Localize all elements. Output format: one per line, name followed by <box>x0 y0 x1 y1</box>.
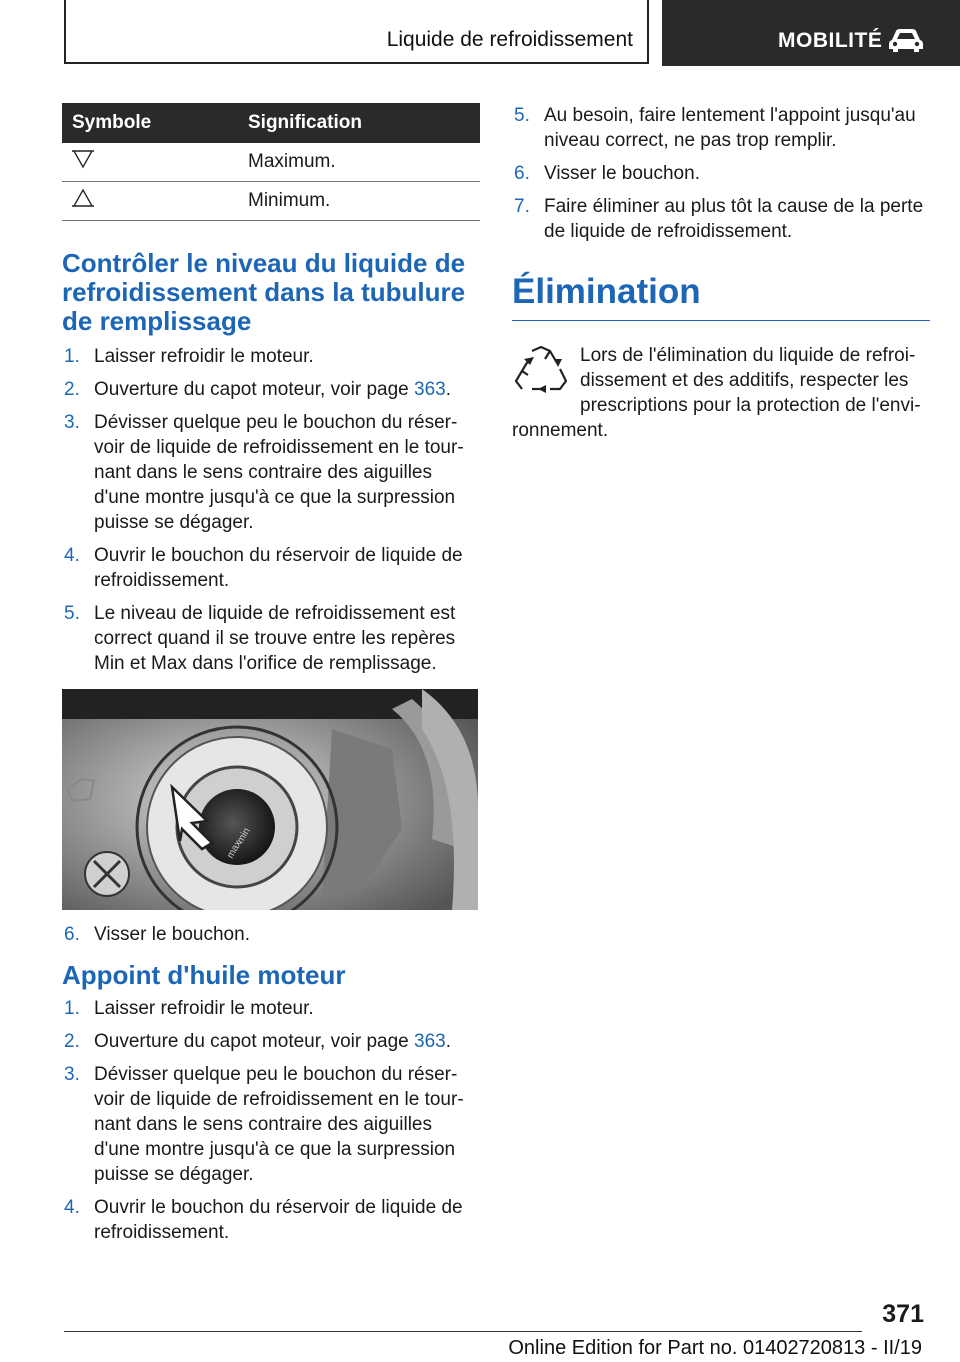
list-item: 7. Faire éliminer au plus tôt la cause de la perte de liquide de refroidissement. <box>514 196 924 242</box>
list-item: 5. Au besoin, faire lentement l'appoint jusqu'au niveau correct, ne pas trop remplir. <box>514 105 916 151</box>
heading-check-level: Contrôler le niveau du liquide de refroidissement dans la tubulure de remplissage <box>62 248 466 336</box>
table-header-meaning: Signification <box>240 103 480 143</box>
list-item: 3. Dévisser quelque peu le bouchon du réservoir de liquide de refroidissement en le tournant dans le sens contraire des aiguilles d'une montre jusqu'à ce que la surpression puisse se dégager. <box>64 1064 464 1185</box>
table-row <box>62 182 480 221</box>
table-cell-meaning: Minimum. <box>240 182 480 221</box>
footer-rule <box>64 1331 862 1332</box>
recycle-icon <box>512 345 570 397</box>
table-header-row <box>62 103 480 143</box>
list-item: 1. Laisser refroidir le moteur. <box>64 346 314 367</box>
list-item: 4. Ouvrir le bouchon du réservoir de liquide de refroidissement. <box>64 1197 463 1243</box>
coolant-filler-photo <box>62 689 478 910</box>
page-number: 371 <box>882 1300 924 1328</box>
table-row <box>62 143 480 182</box>
symbol-table <box>62 103 480 221</box>
page-link[interactable]: 363 <box>414 379 446 400</box>
edition-line: Online Edition for Part no. 01402720813 - II/19 <box>508 1337 922 1359</box>
header-section-box <box>64 0 649 64</box>
section-title: Liquide de refroidissement <box>386 28 633 51</box>
min-mark-icon <box>70 188 96 208</box>
disposal-text: Lors de l'élimination du liquide de refroidissement et des additifs, respecter les prescriptions pour la protection de l'environnement. <box>512 345 921 441</box>
list-item: 4. Ouvrir le bouchon du réservoir de liquide de refroidissement. <box>64 545 463 591</box>
image-label-min: min <box>235 826 253 846</box>
list-item: 2. Ouverture du capot moteur, voir page 363. <box>64 1031 451 1052</box>
steps-after-image <box>62 922 480 947</box>
heading-oil: Appoint d'huile moteur <box>62 960 346 990</box>
car-icon <box>888 27 924 53</box>
list-item: 6. Visser le bouchon. <box>64 924 250 945</box>
steps-oil-continued <box>512 103 930 244</box>
list-item: 1. Laisser refroidir le moteur. <box>64 998 314 1019</box>
list-item: 6. Visser le bouchon. <box>514 163 700 184</box>
list-item: 5. Le niveau de liquide de refroidissement est correct quand il se trouve entre les repères Min et Max dans l'orifice de remplissage. <box>64 603 456 674</box>
chapter-label: MOBILITÉ <box>778 29 883 52</box>
list-item: 2. Ouverture du capot moteur, voir page 363. <box>64 379 451 400</box>
steps-oil <box>62 996 480 1245</box>
left-column <box>62 103 480 1253</box>
right-column <box>512 103 930 443</box>
heading-disposal: Élimination <box>512 272 701 311</box>
steps-check <box>62 344 480 676</box>
table-header-symbol: Symbole <box>62 103 240 143</box>
table-cell-meaning: Maximum. <box>240 143 480 182</box>
header-chapter-box <box>662 0 960 66</box>
heading-rule <box>512 320 930 321</box>
list-item: 3. Dévisser quelque peu le bouchon du réservoir de liquide de refroidissement en le tournant dans le sens contraire des aiguilles d'une montre jusqu'à ce que la surpression puisse se dégager. <box>64 412 464 533</box>
image-label-max: max <box>225 838 245 861</box>
max-mark-icon <box>70 149 96 169</box>
page-link[interactable]: 363 <box>414 1031 446 1052</box>
disposal-note <box>512 343 930 443</box>
